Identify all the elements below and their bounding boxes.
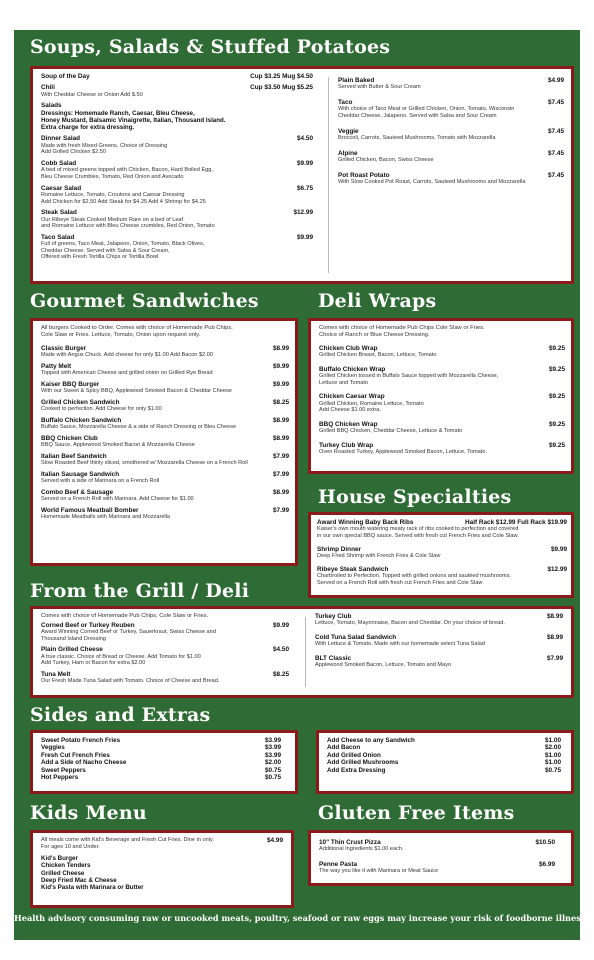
menu-item: Cold Tuna Salad Sandwich $8.99 With Lettuce & Tomato. Made with our homemade select Tuna Salad: [315, 634, 563, 648]
list-item: Veggies $3.99: [41, 744, 281, 752]
house-box: [308, 512, 574, 598]
menu-item: Penne Pasta $6.99 The way you like it with Marinara or Meat Sauce: [319, 861, 555, 875]
menu-item: Turkey Club $8.99 Lettuce, Tomato, Mayonnaise, Bacon and Cheddar. On your choice of bread.: [315, 613, 563, 627]
menu-item: Turkey Club Wrap $9.25 Oven Roasted Turkey, Applewood Smoked Bacon, Lettuce, Tomato.: [319, 441, 565, 456]
sides-heading: Sides and Extras: [30, 704, 211, 726]
menu-item: Buffalo Chicken Sandwich $8.99 Buffalo Sauce, Mozzarella Cheese & a side of Ranch Dressing or Bleu Cheese: [41, 416, 289, 430]
list-item: Add Grilled Onion $1.00: [327, 751, 561, 759]
menu-item: Steak Salad $12.99 Our Ribeye Steak Cooked Medium Rare on a bed of Leaf and Romaine Lettuce with Bleu Cheese crumbles, Red Onion, Tomato: [41, 209, 313, 230]
menu-item: Chili Cup $3.50 Mug $5.25 With Cheddar Cheese or Onion Add $.50: [41, 84, 313, 98]
sandwiches-note: All burgers Cooked to Order. Comes with choice of Homemade Pub Chips, Cole Slaw or Fries. Lettuce, Tomato, Onion upon request only.: [41, 325, 233, 338]
gluten-column: [319, 839, 555, 879]
wraps-heading: Deli Wraps: [318, 290, 437, 312]
list-item: Sweet Peppers $0.75: [41, 766, 281, 774]
list-item: Add a Side of Nacho Cheese $2.00: [41, 759, 281, 767]
menu-item: Taco Salad $9.99 Full of greens, Taco Meat, Jalapeno, Onion, Tomato, Black Olives, Cheddar Cheese. Served with Salsa & Sour Cream, Offered with Fresh Tortilla Chips or Tortilla Bowl: [41, 233, 313, 261]
menu-item: Ribeye Steak Sandwich $12.99 Charbroiled to Perfection. Topped with grilled onions and sautéed mushrooms. Served on a French Roll with fresh cut French Fries and Cole Slaw: [317, 565, 567, 586]
menu-item: Chicken Caesar Wrap $9.25 Grilled Chicken, Romaine Lettuce, Tomato Add Cheese $1.00 extra.: [319, 393, 565, 414]
wraps-note: Comes with choice of Homemade Pub Chips Cole Slaw or Fries. Choice of Ranch or Blue Cheese Dressing.: [319, 325, 485, 338]
sandwiches-heading: Gourmet Sandwiches: [30, 290, 259, 312]
kids-note: All meals come with Kid's Beverage and Fresh Cut Fries. Dine in only. For ages 10 and Under.: [41, 837, 214, 850]
sides-left-box: [30, 730, 298, 794]
gluten-box: [308, 830, 574, 886]
menu-item: Dinner Salad $4.50 Made with fresh Mixed Greens. Choice of Dressing Add Grilled Chicken $2.50: [41, 135, 313, 156]
menu-item: BBQ Chicken Club $8.99 BBQ Sauce, Applewood Smoked Bacon & Mozzarella Cheese: [41, 434, 289, 448]
column-divider: [305, 617, 306, 687]
menu-item: Cobb Salad $9.99 A bed of mixed greens topped with Chicken, Bacon, Hard Boiled Egg, Bleu Cheese Crumbles, Tomato, Red Onion and Avocado: [41, 160, 313, 181]
menu-item: BBQ Chicken Wrap $9.25 Grilled BBQ Chicken, Cheddar Cheese, Lettuce & Tomato: [319, 420, 565, 435]
menu-item: Salads Dressings: Homemade Ranch, Caesar, Bleu Cheese, Honey Mustard, Balsamic Vinaigrette, Italian, Thousand Island. Extra charge for extra dressing.: [41, 102, 226, 132]
sides-left-column: [41, 737, 281, 781]
kids-column: [41, 837, 283, 891]
wraps-box: [308, 318, 574, 474]
gluten-heading: Gluten Free Items: [318, 802, 515, 824]
sandwiches-column: [41, 325, 289, 525]
list-item: Hot Peppers $0.75: [41, 774, 281, 782]
health-advisory: Health advisory consuming raw or uncooked meats, poultry, seafood or raw eggs may increase your risk of foodborne illness: [14, 913, 586, 923]
menu-item: Shrimp Dinner $9.99 Deep Fried Shrimp with French Fries & Cole Slaw: [317, 545, 567, 559]
kids-items: Kid's Burger Chicken Tenders Grilled Cheese Deep Fried Mac & Cheese Kid's Pasta with Marinara or Butter: [41, 855, 144, 891]
menu-item: World Famous Meatball Bomber $7.99 Homemade Meatballs with Marinara and Mozzarella: [41, 506, 289, 520]
menu-item: Patty Melt $9.99 Topped with American Cheese and grilled onion on Grilled Rye Bread: [41, 362, 289, 376]
menu-item: Award Winning Baby Back Ribs Half Rack $12.99 Full Rack $19.99 Kaiser's own mouth watering meaty rack of ribs cooked to perfection and covered in our own special BBQ sauce. Served with fresh cut French Fries and Cole Slaw.: [317, 519, 567, 539]
menu-item: Soup of the Day Cup $3.25 Mug $4.50: [41, 73, 313, 80]
soups-heading: Soups, Salads & Stuffed Potatoes: [30, 36, 391, 58]
sides-right-column: [327, 737, 561, 774]
list-item: Add Bacon $2.00: [327, 744, 561, 752]
house-column: [317, 519, 567, 590]
kids-box: [30, 830, 294, 908]
menu-item: Plain Grilled Cheese $4.50 A true classic. Choice of Bread or Cheese. Add Tomato for $1.00 Add Turkey, Ham or Bacon for extra $2.00: [41, 646, 289, 667]
menu-item: Classic Burger $8.99 Made with Angus Chuck. Add cheese for only $1.00 Add Bacon $2.00: [41, 344, 289, 358]
house-heading: House Specialties: [318, 486, 512, 508]
list-item: Add Cheese to any Sandwich $1.00: [327, 737, 561, 744]
list-item: Add Extra Dressing $0.75: [327, 766, 561, 774]
menu-item: Tuna Melt $8.25 Our Fresh Made Tuna Salad with Tomato. Choice of Cheese and Bread.: [41, 670, 289, 685]
menu-item: BLT Classic $7.99 Applewood Smoked Bacon, Lettuce, Tomato and Mayo: [315, 655, 563, 669]
menu-item: Taco $7.45 With choice of Taco Meat or Grilled Chicken, Onion, Tomato, Wisconsin Cheddar Cheese, Jalapeno. Served with Salsa and Sour Cream: [338, 99, 564, 119]
menu-item: Italian Beef Sandwich $7.99 Slow Roasted Beef thinly sliced, smothered w/ Mozzarella Cheese on a French Roll: [41, 452, 289, 466]
list-item: Fresh Cut French Fries $3.99: [41, 751, 281, 759]
grill-right-column: [315, 613, 563, 673]
kids-note-row: [41, 837, 283, 850]
menu-item: Plain Baked $4.99 Served with Butter & Sour Cream: [338, 77, 564, 91]
wraps-column: [319, 325, 565, 460]
grill-note: Comes with choice of Homemade Pub Chips, Cole Slaw or Fries.: [41, 613, 209, 619]
soups-right-column: [338, 77, 564, 190]
grill-heading: From the Grill / Deli: [30, 580, 250, 602]
soups-box: [30, 66, 574, 284]
kids-heading: Kids Menu: [30, 802, 147, 824]
kids-price: $4.99: [267, 837, 283, 844]
menu-item: Corned Beef or Turkey Reuben $9.99 Award Winning Corned Beef or Turkey, Sauerkraut, Swiss Cheese and Thousand Island Dressing: [41, 621, 289, 642]
column-divider: [328, 77, 329, 273]
menu-item: 10" Thin Crust Pizza $10.50 Additional Ingredients $1.00 each.: [319, 839, 555, 853]
grill-left-column: [41, 613, 289, 689]
soups-left-column: [41, 73, 313, 265]
menu-item: Kaiser BBQ Burger $9.99 With our Sweet & Spicy BBQ, Applewood Smoked Bacon & Cheddar Cheese: [41, 380, 289, 394]
menu-item: Chicken Club Wrap $9.25 Grilled Chicken Breast, Bacon, Lettuce, Tomato: [319, 344, 565, 358]
menu-item: Veggie $7.45 Broccoli, Carrots, Sauteed Mushrooms, Tomato with Mozzarella: [338, 127, 564, 141]
menu-item: Italian Sausage Sandwich $7.99 Served with a side of Marinara on a French Roll: [41, 470, 289, 484]
menu-item: Caesar Salad $6.75 Romaine Lettuce, Tomato, Croutons and Caesar Dressing Add Chicken for $2.50 Add Steak for $4.25 Add 4 Shrimp for $4.25: [41, 184, 313, 205]
sandwiches-box: [30, 318, 298, 566]
sides-right-box: [316, 730, 574, 794]
menu-item: Buffalo Chicken Wrap $9.25 Grilled Chicken tossed in Buffalo Sauce topped with Mozzarella Cheese, Lettuce and Tomato: [319, 365, 565, 386]
menu-item: Combo Beef & Sausage $8.99 Served on a French Roll with Marinara. Add Cheese for $1.00: [41, 488, 289, 502]
list-item: Add Grilled Mushrooms $1.00: [327, 759, 561, 767]
grill-box: [30, 606, 574, 698]
menu-item: Grilled Chicken Sandwich $8.25 Cooked to perfection. Add Cheese for only $1.00: [41, 398, 289, 412]
menu-item: Alpine $7.45 Grilled Chicken, Bacon, Swiss Cheese: [338, 149, 564, 163]
menu-item: Pot Roast Potato $7.45 With Slow Cooked Pot Roast, Carrots, Sauteed Mushrooms and Mozzarella: [338, 171, 564, 185]
list-item: Sweet Potato French Fries $3.99: [41, 737, 281, 744]
